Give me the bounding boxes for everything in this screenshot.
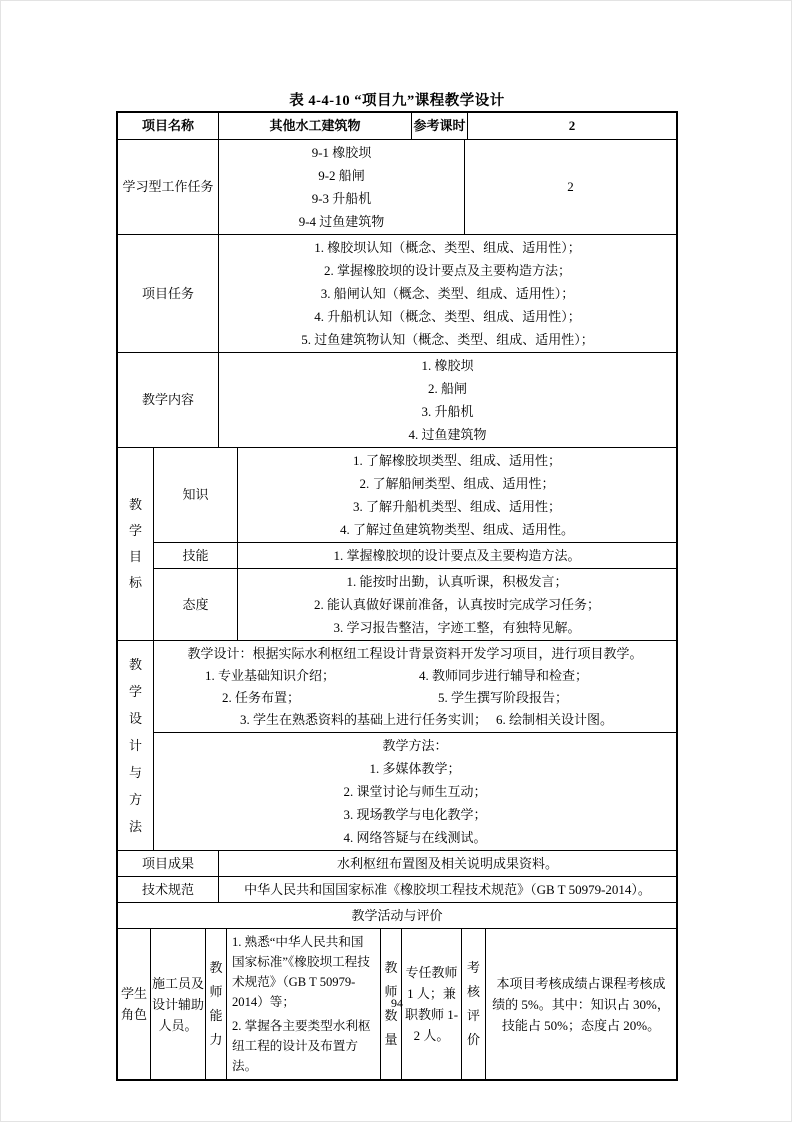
learning-tasks-content (218, 140, 464, 234)
teacher-ability-label: 教师能力 (205, 929, 226, 1079)
teaching-method-item: 1. 多媒体教学； (369, 761, 461, 776)
learning-task-item: 9-3 升船机 (311, 191, 372, 206)
skill-row (154, 542, 676, 568)
evaluation-value: 本项目考核成绩占课程考核成绩的 5%。其中：知识占 30%，技能占 50%；态度占 20%。 (485, 929, 676, 1079)
teacher-count-label: 教师数量 (380, 929, 401, 1079)
project-outcome-value: 水利枢纽布置图及相关说明成果资料。 (218, 851, 676, 876)
attitude-item: 2. 能认真做好课前准备，认真按时完成学习任务； (313, 597, 600, 612)
design-step: 3. 学生在熟悉资料的基础上进行任务实训； (240, 712, 488, 727)
learning-task-item: 9-2 船闸 (318, 168, 365, 183)
design-step-line (157, 665, 673, 687)
technical-standard-label: 技术规范 (141, 881, 194, 897)
teaching-content-label: 教学内容 (141, 392, 194, 407)
teaching-method-item: 4. 网络答疑与在线测试。 (343, 830, 487, 845)
project-task-item: 1. 橡胶坝认知（概念、类型、组成、适用性）； (314, 240, 581, 255)
learning-task-item: 9-1 橡胶坝 (311, 145, 372, 160)
design-methods-section (118, 640, 676, 850)
page-number: 94 (391, 996, 403, 1010)
design-methods-body (153, 641, 676, 850)
design-step-line (157, 687, 673, 709)
teaching-content-item: 1. 橡胶坝 (421, 358, 474, 373)
project-task-item: 2. 掌握橡胶坝的设计要点及主要构造方法； (323, 263, 571, 278)
project-tasks-row (118, 234, 676, 352)
teaching-methods-heading: 教学方法： (382, 738, 448, 753)
teaching-content-list (218, 353, 676, 447)
skill-label: 技能 (182, 547, 209, 563)
knowledge-item: 2. 了解船闸类型、组成、适用性； (359, 476, 555, 491)
teaching-content-item: 3. 升船机 (421, 404, 474, 419)
learning-tasks-hours: 2 (464, 140, 676, 234)
skill-item: 1. 掌握橡胶坝的设计要点及主要构造方法。 (333, 548, 581, 563)
learning-task-item: 9-4 过鱼建筑物 (298, 214, 385, 229)
teaching-goals-section (118, 447, 676, 640)
teaching-design-content (154, 641, 676, 732)
design-step: 4. 教师同步进行辅导和检查； (418, 668, 588, 683)
technical-standard-value: 中华人民共和国国家标准《橡胶坝工程技术规范》（GB T 50979-2014）。 (218, 877, 676, 902)
learning-tasks-label: 学习型工作任务 (122, 179, 214, 194)
teaching-design-intro: 教学设计：根据实际水利枢纽工程设计背景资料开发学习项目，进行项目教学。 (187, 646, 643, 661)
table-title: 表 4-4-10 “项目九”课程教学设计 (289, 93, 505, 109)
project-task-item: 5. 过鱼建筑物认知（概念、类型、组成、适用性）； (301, 332, 594, 347)
technical-standard-row (118, 876, 676, 902)
reference-hours-value: 2 (467, 113, 676, 139)
project-tasks-content (218, 235, 676, 352)
header-row (118, 113, 676, 139)
knowledge-row (154, 448, 676, 542)
design-methods-label: 教学设计与方法 (128, 657, 142, 834)
reference-hours-label: 参考课时 (411, 113, 467, 139)
knowledge-label: 知识 (182, 487, 209, 502)
knowledge-item: 1. 了解橡胶坝类型、组成、适用性； (352, 453, 561, 468)
teaching-methods-content (154, 733, 676, 850)
project-task-item: 3. 船闸认知（概念、类型、组成、适用性）； (320, 286, 575, 301)
design-step-line (157, 709, 673, 731)
teaching-goals-label: 教学目标 (128, 497, 142, 590)
teaching-content-row (118, 352, 676, 447)
attitude-content (237, 569, 676, 640)
design-step: 5. 学生撰写阶段报告； (437, 690, 568, 705)
project-tasks-label: 项目任务 (141, 285, 194, 301)
teacher-ability-item: 1. 熟悉“中华人民共和国国家标准”《橡胶坝工程技术规范》（GB T 50979-2014）等； (232, 935, 370, 1009)
evaluation-label: 考核评价 (461, 929, 485, 1079)
skill-content (237, 543, 676, 568)
student-role-value: 施工员及设计辅助人员。 (150, 929, 205, 1079)
activity-evaluation-heading-row (118, 902, 676, 928)
project-task-item: 4. 升船机认知（概念、类型、组成、适用性）； (314, 309, 581, 324)
attitude-label: 态度 (182, 596, 209, 612)
teaching-design-row (154, 641, 676, 732)
design-step: 6. 绘制相关设计图。 (495, 712, 613, 727)
project-name-label: 项目名称 (141, 118, 194, 133)
activity-evaluation-heading: 教学活动与评价 (351, 907, 443, 923)
teaching-methods-row (154, 732, 676, 850)
attitude-item: 1. 能按时出勤，认真听课，积极发言； (346, 574, 568, 589)
teacher-count-value: 专任教师 1 人；兼职教师 1-2 人。 (401, 929, 461, 1079)
project-outcome-row (118, 850, 676, 876)
knowledge-item: 4. 了解过鱼建筑物类型、组成、适用性。 (339, 522, 574, 537)
student-role-label: 学生角色 (120, 986, 147, 1022)
attitude-item: 3. 学习报告整洁，字迹工整，有独特见解。 (333, 620, 581, 635)
design-step: 1. 专业基础知识介绍； (205, 668, 336, 683)
teaching-method-item: 2. 课堂讨论与师生互动； (343, 784, 487, 799)
knowledge-item: 3. 了解升船机类型、组成、适用性； (352, 499, 561, 514)
teacher-ability-item: 2. 掌握各主要类型水利枢纽工程的设计及布置方法。 (232, 1019, 371, 1073)
attitude-row (154, 568, 676, 640)
project-outcome-label: 项目成果 (141, 855, 194, 871)
design-step: 2. 任务布置； (222, 690, 301, 705)
course-design-table (116, 111, 678, 1081)
teaching-goals-body (153, 448, 676, 640)
teaching-method-item: 3. 现场教学与电化教学； (343, 807, 487, 822)
project-name-value: 其他水工建筑物 (218, 113, 411, 139)
teaching-content-item: 2. 船闸 (427, 381, 467, 396)
knowledge-content (237, 448, 676, 542)
learning-tasks-row (118, 139, 676, 234)
teaching-content-item: 4. 过鱼建筑物 (408, 427, 487, 442)
